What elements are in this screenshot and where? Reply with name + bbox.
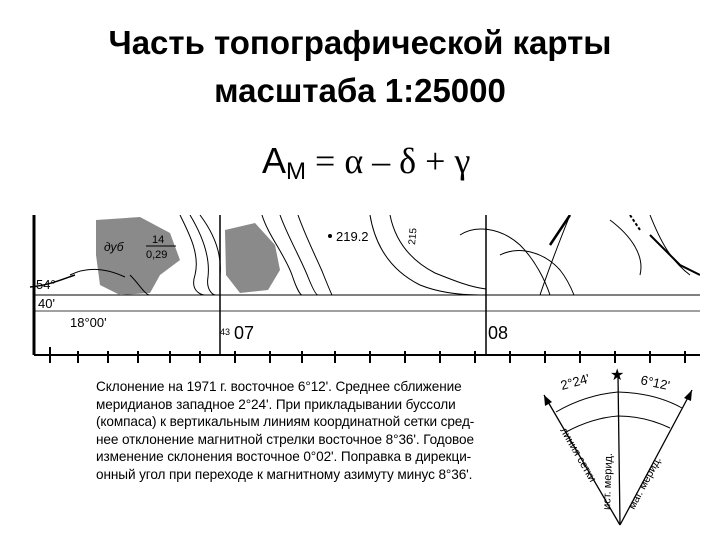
declination-line: онный угол при переходе к магнитному азимуту минус 8°36'. — [96, 466, 473, 482]
page-title: Часть топографической карты — [108, 24, 612, 61]
declination-line: Склонение на 1971 г. восточное 6°12'. Среднее сближение — [96, 379, 462, 394]
declination-line: нее отклонение магнитной стрелки восточное 8°36'. Годовое — [96, 431, 474, 447]
forest-top-value: 14 — [152, 234, 165, 246]
angle-arc-right — [618, 392, 682, 408]
forest-area-center — [225, 223, 280, 293]
forest-bottom-value: 0,29 — [146, 249, 168, 261]
angle-right-label: 6°12' — [639, 372, 672, 394]
grid-label-08: 08 — [488, 323, 509, 343]
arrowhead-icon — [684, 390, 692, 401]
star-icon: ★ — [610, 367, 625, 384]
grid-line-label: линия сетки — [557, 425, 599, 485]
road-line — [650, 235, 700, 275]
arrowhead-icon — [544, 395, 552, 406]
true-meridian-line — [618, 376, 620, 525]
forest-label: дуб — [104, 240, 124, 254]
latitude-degrees: 54° — [36, 277, 56, 292]
formula-subscript: М — [286, 158, 307, 185]
declination-diagram — [530, 360, 710, 535]
path-line — [630, 215, 640, 230]
true-meridian-label: ист. мерид. — [601, 452, 615, 511]
magnetic-meridian-label: маг. мерид. — [626, 454, 664, 512]
formula-lead: А — [262, 140, 287, 181]
declination-line: (компаса) к вертикальным линиям координатной сетки сред- — [96, 414, 475, 430]
grid-label-07: 07 — [234, 323, 255, 343]
latitude-minutes: 40' — [38, 296, 55, 311]
angle-left-label: 2°24' — [558, 370, 592, 393]
azimuth-formula — [262, 140, 470, 186]
angle-arc-left — [556, 392, 618, 412]
contour-label: 215 — [407, 227, 420, 246]
longitude-label: 18°00' — [70, 315, 107, 330]
topographic-map-fragment — [30, 215, 700, 365]
spot-height-label: 219.2 — [336, 229, 369, 244]
declination-line: меридианов западное 2°24'. При прикладывании буссоли — [96, 396, 456, 412]
grid-small-label: 43 — [220, 327, 231, 337]
spot-height-marker — [328, 234, 332, 238]
formula-expression: = α – δ + γ — [306, 141, 471, 181]
page-subtitle: масштаба 1:25000 — [214, 72, 506, 109]
declination-note — [96, 378, 516, 484]
declination-line: изменение склонения восточное 0°02'. Поправка в дирекци- — [96, 449, 472, 465]
